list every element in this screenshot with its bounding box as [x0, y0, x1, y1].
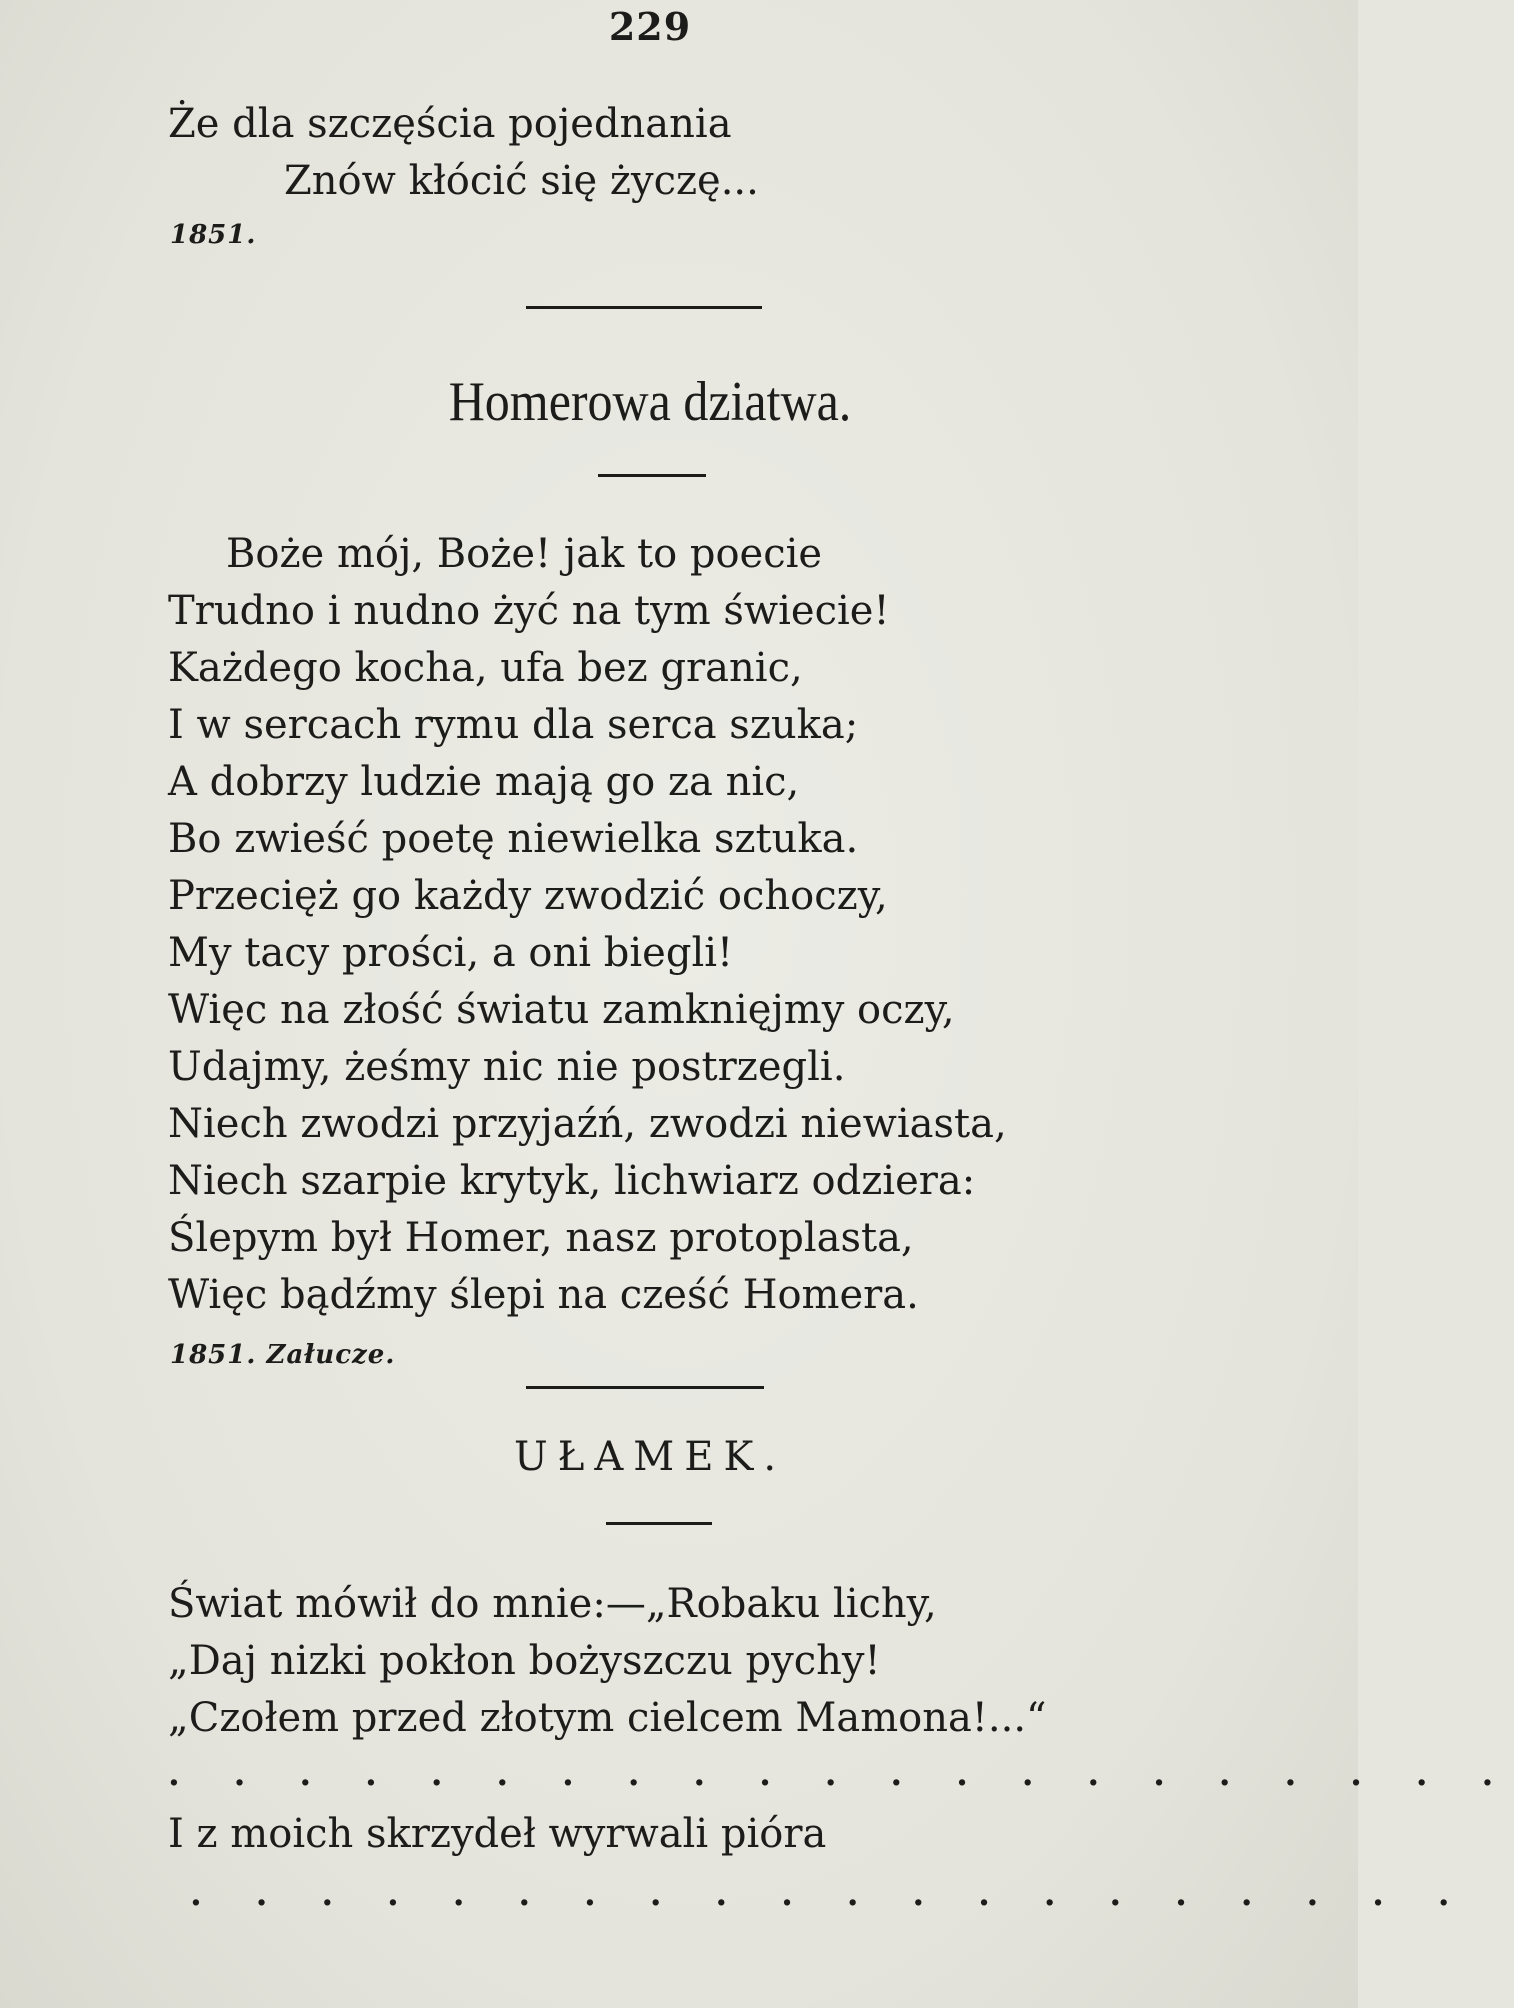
fragment-title: UŁAMEK.	[513, 1434, 787, 1480]
verse-line: I w sercach rymu dla serca szuka;	[168, 702, 859, 748]
verse-line: Że dla szczęścia pojednania	[168, 101, 732, 147]
verse-line: Każdego kocha, ufa bez granic,	[168, 645, 803, 691]
verse-line: Świat mówił do mnie:—„Robaku lichy,	[168, 1581, 937, 1627]
verse-line: Trudno i nudno żyć na tym świecie!	[168, 588, 890, 634]
title-underline	[598, 474, 706, 477]
verse-line: A dobrzy ludzie mają go za nic,	[168, 759, 800, 805]
verse-line: Niech zwodzi przyjaźń, zwodzi niewiasta,	[168, 1101, 1007, 1147]
verse-line: My tacy prości, a oni biegli!	[168, 930, 734, 976]
verse-line: „Czołem przed złotym cielcem Mamona!...“	[168, 1695, 1047, 1741]
verse-line: Boże mój, Boże! jak to poecie	[226, 531, 823, 577]
verse-line: Znów kłócić się życzę...	[284, 158, 759, 204]
divider-rule	[526, 1386, 764, 1389]
verse-line: Przecięż go każdy zwodzić ochoczy,	[168, 873, 888, 919]
ellipsis-row: . . . . . . . . . . . . . . . . . . . .	[190, 1874, 1471, 1914]
page-number: 229	[608, 4, 692, 49]
fragment-continuation	[168, 1806, 826, 1863]
verse-line: Bo zwieść poetę niewielka sztuka.	[168, 816, 859, 862]
verse-line: Ślepym był Homer, nasz protoplasta,	[168, 1215, 914, 1261]
verse-line: „Daj nizki pokłon bożyszczu pychy!	[168, 1638, 881, 1684]
verse-line: I z moich skrzydeł wyrwali pióra	[168, 1811, 827, 1857]
top-verse	[168, 96, 759, 210]
title-underline	[606, 1522, 712, 1525]
poem-body	[168, 526, 1007, 1324]
verse-line: Więc na złość światu zamknięjmy oczy,	[168, 987, 955, 1033]
ellipsis-row: . . . . . . . . . . . . . . . . . . . . .	[168, 1754, 1514, 1794]
poem-title: Homerowa dziatwa.	[448, 369, 852, 433]
top-verse-date: 1851.	[170, 220, 257, 250]
poem-date: 1851. Załucze.	[170, 1340, 396, 1370]
verse-line: Udajmy, żeśmy nic nie postrzegli.	[168, 1044, 846, 1090]
verse-line: Niech szarpie krytyk, lichwiarz odziera:	[168, 1158, 976, 1204]
fragment-body	[168, 1576, 1046, 1747]
divider-rule	[526, 306, 762, 309]
verse-line: Więc bądźmy ślepi na cześć Homera.	[168, 1272, 919, 1318]
